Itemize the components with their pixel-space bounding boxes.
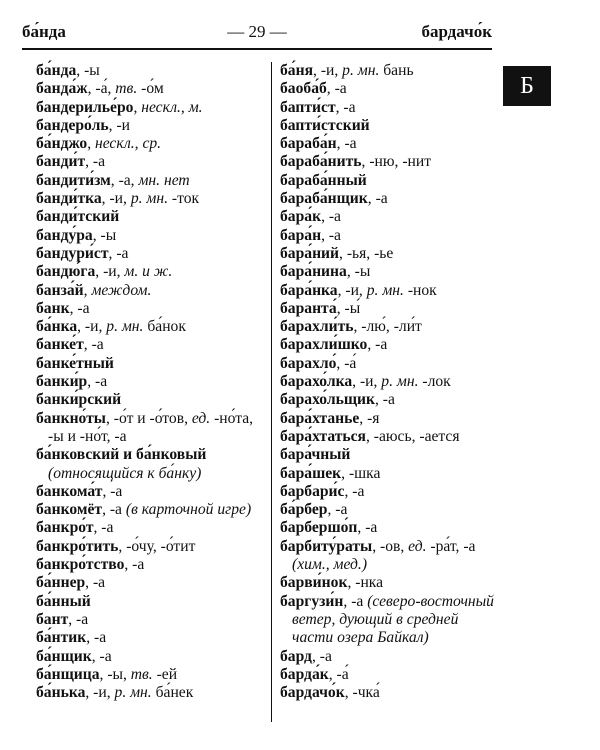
dictionary-entry (36, 99, 266, 117)
headword: банди́т (36, 153, 86, 171)
headword: ба́нщик (36, 647, 92, 665)
entry-grammar: , -а (326, 80, 347, 98)
entry-grammar: , -и, (101, 190, 131, 208)
headword: ба́ня (280, 62, 314, 79)
dictionary-entry (280, 648, 494, 666)
headword: барахо́лка (280, 373, 353, 391)
headword: бара́нка (280, 281, 338, 299)
headword: банкома́т (36, 482, 103, 500)
headword: баргузи́н (280, 592, 344, 610)
dictionary-entry (36, 117, 266, 135)
entry-label: тв. (115, 80, 138, 98)
headword: бандити́зм (36, 171, 111, 189)
headword: бара́н (280, 226, 322, 244)
dictionary-entry (36, 483, 266, 501)
entry-grammar: , -а (91, 647, 112, 665)
entry-grammar: , -ы, (99, 665, 131, 683)
dictionary-entry (36, 172, 266, 190)
entry-forms: ба́нок (143, 318, 186, 336)
dictionary-entry (280, 355, 494, 373)
entry-grammar: , -и, (77, 318, 107, 336)
page-number: — 29 — (227, 22, 287, 41)
headword: бара́шек (280, 464, 342, 482)
entry-grammar: , -а (108, 244, 129, 262)
headword: бараба́нить (280, 153, 362, 171)
dictionary-entry (36, 611, 266, 629)
dictionary-entry (280, 245, 494, 263)
dictionary-entry (36, 135, 266, 153)
dictionary-entry (36, 538, 266, 556)
entry-grammar: , -а (102, 482, 123, 500)
dictionary-entry (280, 574, 494, 592)
dictionary-entry (36, 501, 266, 519)
dictionary-entry (36, 391, 266, 409)
dictionary-entry (280, 684, 494, 702)
headword: бара́к (280, 208, 322, 226)
headword: банк (36, 299, 70, 317)
headword: барахо́льщик (280, 391, 375, 409)
entry-grammar: , -нка (347, 574, 384, 592)
headword: бара́хтанье (280, 409, 360, 427)
headword: ба́нтик (36, 629, 87, 647)
dictionary-entry (36, 556, 266, 574)
entry-grammar: , -ы (346, 263, 371, 281)
entry-forms: -о́м (137, 80, 164, 98)
entry-grammar: , -чка́ (344, 684, 380, 702)
headword: бандури́ст (36, 244, 109, 262)
dictionary-entry (36, 62, 266, 80)
entry-grammar: , -а (102, 501, 126, 519)
entry-grammar: , -а (327, 501, 348, 519)
headword: бант (36, 610, 69, 628)
headword: ба́нка (36, 318, 78, 336)
entry-label: тв. (130, 665, 153, 683)
right-column (280, 62, 494, 702)
dictionary-entry (280, 483, 494, 501)
entry-grammar: , -я (359, 409, 380, 427)
dictionary-entry (280, 117, 494, 135)
dictionary-entry (36, 227, 266, 245)
headword: барбари́с (280, 482, 345, 500)
headword: бандю́га (36, 263, 96, 281)
entry-grammar: , -и, (85, 684, 115, 702)
entry-label: р. мн. (106, 318, 144, 336)
entry-label: нескл., м. (141, 98, 203, 116)
entry-grammar: , -а (336, 135, 357, 153)
section-letter-tab: Б (503, 66, 551, 106)
headword: банди́тский (36, 208, 120, 226)
entry-grammar: , -а (367, 190, 388, 208)
entry-grammar: , -а (124, 556, 145, 574)
left-column (36, 62, 266, 702)
entry-grammar: , -а (69, 299, 90, 317)
headword: бара́чный (280, 446, 351, 464)
entry-grammar: , -и, (313, 62, 343, 79)
headword: бапти́ст (280, 98, 336, 116)
entry-forms: -ра́т, -а (426, 537, 476, 555)
entry-label: р. мн. (130, 190, 168, 208)
dictionary-entry (36, 410, 266, 447)
headword: банкно́ты (36, 409, 106, 427)
headword: баоба́б (280, 80, 327, 98)
dictionary-entry (280, 336, 494, 354)
entry-label: р. мн. (114, 684, 152, 702)
entry-grammar: , -и, (352, 373, 382, 391)
entry-grammar: , -лю́, -ли́т (353, 318, 422, 336)
entry-grammar: , (87, 135, 95, 153)
entry-grammar: , -а (344, 482, 365, 500)
entry-label: нескл., ср. (94, 135, 162, 153)
headword: барви́нок (280, 574, 348, 592)
dictionary-entry (36, 336, 266, 354)
entry-grammar: , -а, (110, 171, 139, 189)
entry-grammar: , -а (83, 336, 104, 354)
entry-grammar: , -и, (337, 281, 367, 299)
dictionary-entry (36, 153, 266, 171)
entry-grammar: , -а (86, 629, 107, 647)
dictionary-entry (280, 465, 494, 483)
dictionary-entry (280, 99, 494, 117)
headword: бард (280, 647, 312, 665)
column-divider (271, 62, 272, 722)
dictionary-entry (280, 263, 494, 281)
headword: бандерилье́ро (36, 98, 134, 116)
headword: бандеро́ль (36, 116, 109, 134)
headword: банке́т (36, 336, 84, 354)
dictionary-entry (280, 282, 494, 300)
headword: бара́ний (280, 244, 340, 262)
entry-grammar: , -а (357, 519, 378, 537)
entry-grammar: , -а́ (328, 665, 349, 683)
dictionary-entry (36, 593, 266, 611)
entry-grammar: , -ы (76, 62, 100, 79)
headword: ба́нщица (36, 665, 100, 683)
headword: бардачо́к (280, 684, 345, 702)
dictionary-entry (36, 245, 266, 263)
headword: ба́нный (36, 592, 91, 610)
entry-grammar: , -а́, (87, 80, 116, 98)
headword: ба́рбер (280, 501, 328, 519)
dictionary-entry (280, 135, 494, 153)
dictionary-entry (36, 574, 266, 592)
entry-label: р. мн. (366, 281, 404, 299)
header-guide-word-left: ба́нда (22, 22, 66, 41)
entry-grammar: , -а (335, 98, 356, 116)
dictionary-entry (36, 208, 266, 226)
dictionary-entry (280, 446, 494, 464)
entry-grammar: , -и (108, 116, 130, 134)
dictionary-entry (280, 428, 494, 446)
headword: банкро́тство (36, 556, 125, 574)
headword: барбиту́раты (280, 537, 373, 555)
headword: банда́ж (36, 80, 88, 98)
entry-grammar: , -ы́ (336, 299, 361, 317)
headword: бараба́нный (280, 171, 367, 189)
entry-grammar: , (83, 281, 92, 299)
headword: ба́нковский и ба́нковый (36, 446, 207, 464)
headword: бара́хтаться (280, 427, 366, 445)
entry-grammar: , -о́чу, -о́тит (118, 537, 196, 555)
entry-grammar: , -а (311, 647, 332, 665)
headword: банкро́тить (36, 537, 119, 555)
dictionary-entry (36, 190, 266, 208)
headword: ба́нька (36, 684, 86, 702)
dictionary-entry (280, 300, 494, 318)
dictionary-entry (280, 318, 494, 336)
entry-grammar: , -а (85, 153, 106, 171)
dictionary-entry (280, 593, 494, 648)
entry-label: междом. (91, 281, 152, 299)
dictionary-entry (280, 410, 494, 428)
entry-grammar: , -а (343, 592, 368, 610)
entry-grammar: , -а (85, 574, 106, 592)
dictionary-entry (280, 80, 494, 98)
entry-label: р. мн. (342, 62, 380, 79)
dictionary-entry (36, 684, 266, 702)
entry-grammar: , -а (367, 336, 388, 354)
headword: ба́нджо (36, 135, 88, 153)
headword: барахли́ть (280, 318, 354, 336)
headword: барда́к (280, 665, 329, 683)
entry-grammar: , -ню, -нит (361, 153, 432, 171)
header-guide-word-right: бардачо́к (421, 22, 492, 41)
headword: банду́ра (36, 226, 93, 244)
entry-grammar: , -а́ (336, 354, 357, 372)
dictionary-entry (36, 355, 266, 373)
dictionary-entry (280, 62, 494, 80)
entry-grammar: , -ы (92, 226, 117, 244)
entry-grammar: , -а (93, 519, 114, 537)
dictionary-entry (36, 648, 266, 666)
dictionary-entry (36, 519, 266, 537)
entry-grammar: , -о́т и -о́тов, (105, 409, 192, 427)
dictionary-entry (36, 373, 266, 391)
entry-label: (хим., мед.) (292, 556, 368, 574)
headword: бараба́н (280, 135, 337, 153)
headword: банза́й (36, 281, 84, 299)
headword: банди́тка (36, 190, 102, 208)
entry-forms: -ей (152, 665, 178, 683)
entry-forms: ба́нек (151, 684, 194, 702)
entry-grammar: , (133, 98, 142, 116)
headword: банкомёт (36, 501, 103, 519)
dictionary-entry (280, 538, 494, 575)
headword: банки́рский (36, 391, 122, 409)
dictionary-entry (280, 501, 494, 519)
entry-grammar: , -а (375, 391, 395, 409)
headword: барбершо́п (280, 519, 358, 537)
dictionary-entry (36, 300, 266, 318)
dictionary-entry (280, 227, 494, 245)
dictionary-entry (36, 629, 266, 647)
dictionary-entry (36, 318, 266, 336)
entry-grammar: , -а (68, 610, 89, 628)
entry-forms: -ток (168, 190, 200, 208)
entry-forms: -но́та, -ы и -но́т, -а (48, 409, 254, 445)
entry-label: ед. (191, 409, 211, 427)
entry-forms: -нок (403, 281, 437, 299)
dictionary-entry (280, 153, 494, 171)
headword: банке́тный (36, 354, 114, 372)
headword: баранта́ (280, 299, 337, 317)
dictionary-entry (36, 282, 266, 300)
headword: банки́р (36, 373, 88, 391)
dictionary-entry (280, 172, 494, 190)
entry-grammar: , -шка (341, 464, 381, 482)
entry-grammar: , -аюсь, -ается (365, 427, 460, 445)
dictionary-entry (280, 519, 494, 537)
dictionary-entry (280, 373, 494, 391)
dictionary-entry (280, 666, 494, 684)
dictionary-entry (280, 391, 494, 409)
header-rule (22, 48, 492, 50)
page-header (22, 22, 492, 46)
dictionary-entry (280, 190, 494, 208)
headword: ба́ннер (36, 574, 86, 592)
entry-grammar: , -а (321, 226, 341, 244)
entry-grammar: , -а (87, 373, 108, 391)
entry-label: (относящийся к ба́нку) (48, 464, 202, 482)
headword: банкро́т (36, 519, 94, 537)
headword: бара́нина (280, 263, 347, 281)
entry-grammar: , -ов, (372, 537, 409, 555)
headword: ба́нда (36, 62, 77, 79)
entry-label: (северо-восточный ветер, дующий в средней части озера Байкал) (292, 592, 494, 647)
dictionary-entry (36, 80, 266, 98)
dictionary-entry (36, 446, 266, 483)
entry-grammar: , -ья, -ье (339, 244, 394, 262)
entry-forms: -лок (418, 373, 451, 391)
entry-forms: бань (379, 62, 414, 79)
headword: бараба́нщик (280, 190, 368, 208)
entry-grammar: , -и, (95, 263, 125, 281)
entry-label: м. и ж. (124, 263, 173, 281)
entry-label: р. мн. (381, 373, 419, 391)
dictionary-entry (36, 666, 266, 684)
entry-grammar: , -а (321, 208, 341, 226)
dictionary-entry (36, 263, 266, 281)
headword: барахло́ (280, 354, 337, 372)
dictionary-entry (280, 208, 494, 226)
entry-label: мн. нет (138, 171, 190, 189)
headword: барахли́шко (280, 336, 368, 354)
entry-label: (в карточной игре) (125, 501, 252, 519)
headword: бапти́стский (280, 116, 370, 134)
entry-label: ед. (408, 537, 427, 555)
